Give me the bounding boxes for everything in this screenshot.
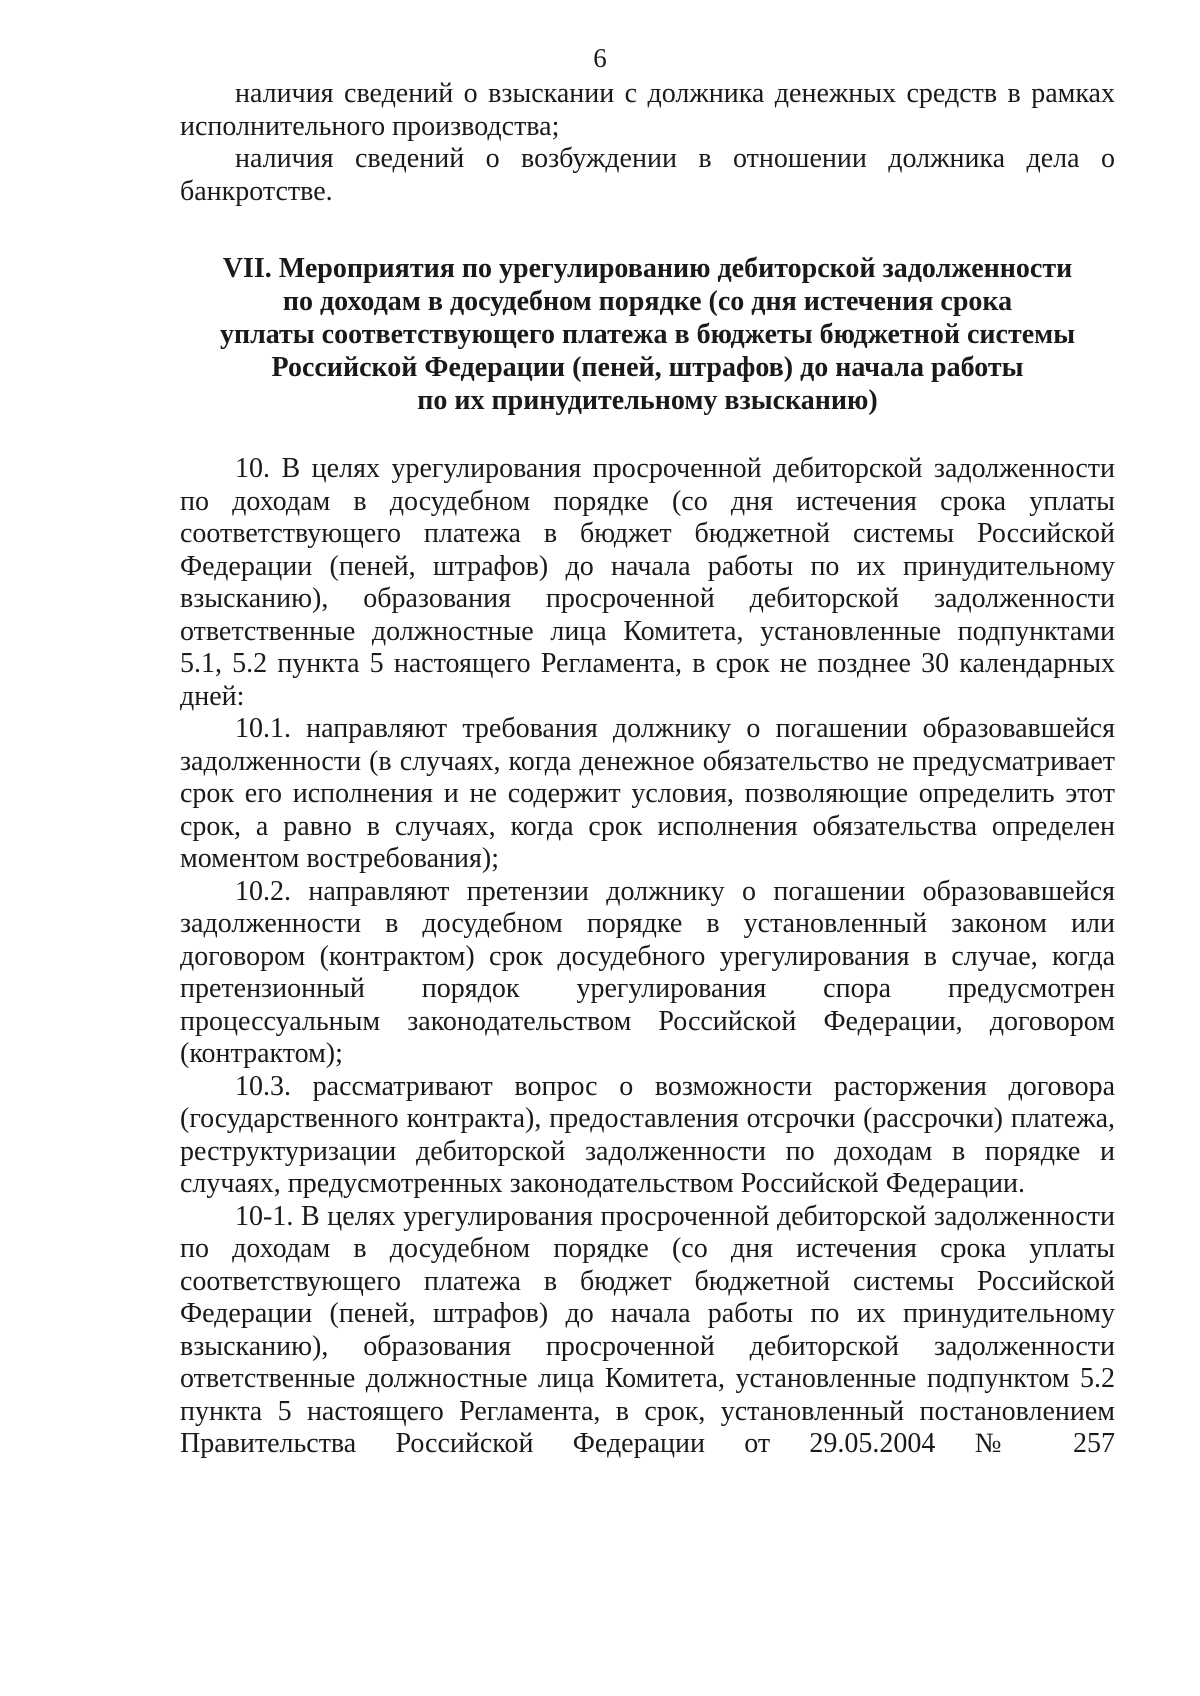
section-heading-line: уплаты соответствующего платежа в бюджеты бюджетной системы — [219, 319, 1076, 350]
intro-paragraph-1: наличия сведений о взыскании с должника денежных средств в рамках исполнительного производства; — [180, 78, 1115, 142]
section-heading-line: по доходам в досудебном порядке (со дня истечения срока — [282, 286, 1013, 317]
paragraph-10-3: 10.3. рассматривают вопрос о возможности расторжения договора (государственного контракта), предоставления отсрочки (рассрочки) платежа, реструктуризации дебиторской задолженности по доходам в порядке и случаях, предусмотренных законодательством Российской Федерации. — [180, 1070, 1115, 1199]
document-body — [180, 78, 1115, 1461]
paragraph-10: 10. В целях урегулирования просроченной дебиторской задолженности по доходам в досудебном порядке (со дня истечения срока уплаты соответствующего платежа в бюджет бюджетной системы Российской Федерации (пеней, штрафов) до начала работы по их принудительному взысканию), образования просроченной дебиторской задолженности ответственные должностные лица Комитета, установленные подпунктами 5.1, 5.2 пункта 5 настоящего Регламента, в срок не позднее 30 календарных дней: — [180, 453, 1115, 712]
intro-paragraph-2: наличия сведений о возбуждении в отношении должника дела о банкротстве. — [180, 143, 1115, 207]
section-heading — [180, 252, 1115, 417]
paragraph-10-2: 10.2. направляют претензии должнику о погашении образовавшейся задолженности в досудебном порядке в установленный законом или договором (контрактом) срок досудебного урегулирования в случае, когда претензионный порядок урегулирования спора предусмотрен процессуальным законодательством Российской Федерации, договором (контрактом); — [180, 875, 1115, 1069]
paragraph-10-1: 10.1. направляют требования должнику о погашении образовавшейся задолженности (в случаях, когда денежное обязательство не предусматривает срок его исполнения и не содержит условия, позволяющие определить этот срок, а равно в случаях, когда срок исполнения обязательства определен моментом востребования); — [180, 713, 1115, 874]
section-heading-line: по их принудительному взысканию) — [417, 385, 878, 416]
page-number: 6 — [593, 43, 607, 73]
section-heading-line: VII. Мероприятия по урегулированию дебиторской задолженности — [222, 253, 1073, 284]
section-heading-line: Российской Федерации (пеней, штрафов) до начала работы — [271, 352, 1024, 383]
paragraph-10-dash-1: 10-1. В целях урегулирования просроченной дебиторской задолженности по доходам в досудебном порядке (со дня истечения срока уплаты соответствующего платежа в бюджет бюджетной системы Российской Федерации (пеней, штрафов) до начала работы по их принудительному взысканию), образования просроченной дебиторской задолженности ответственные должностные лица Комитета, установленные подпунктом 5.2 пункта 5 настоящего Регламента, в срок, установленный постановлением Правительства Российской Федерации от 29.05.2004 № 257 — [180, 1200, 1115, 1459]
